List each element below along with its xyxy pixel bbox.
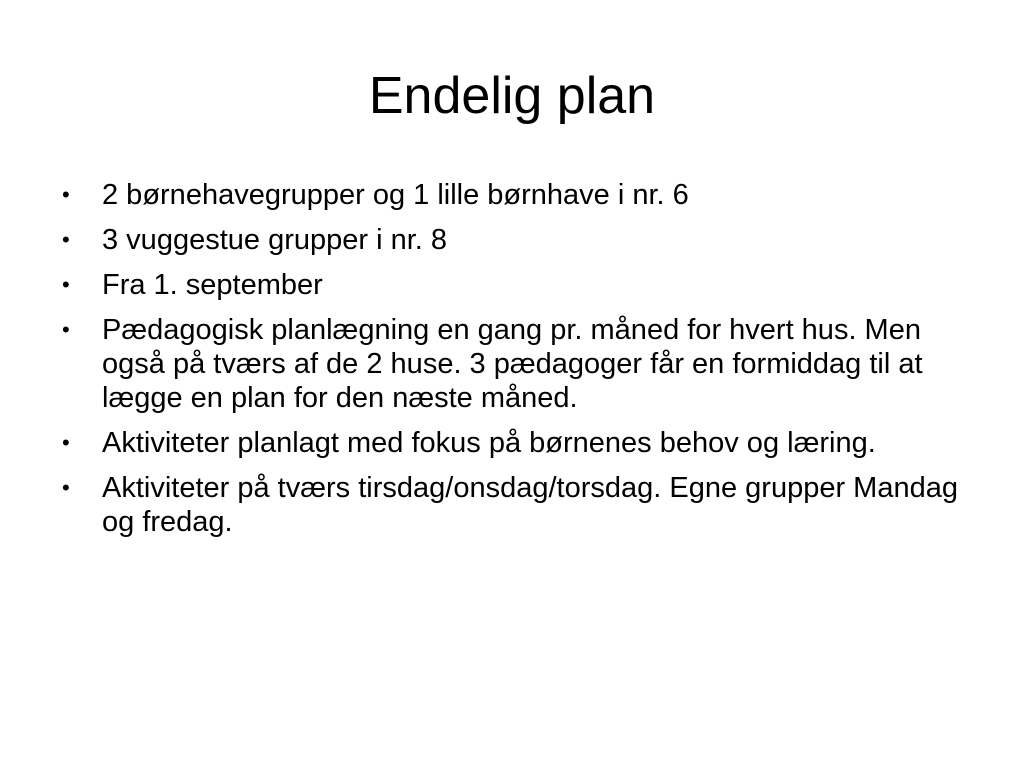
bullet-icon: • [62, 317, 70, 342]
bullet-item [60, 313, 960, 415]
bullet-text: Aktiviteter på tværs tirsdag/onsdag/torsdag. Egne grupper Mandag og fredag. [102, 472, 958, 538]
bullet-text: Fra 1. september [102, 269, 323, 301]
bullet-list [60, 178, 960, 550]
bullet-icon: • [62, 272, 70, 297]
bullet-text: 3 vuggestue grupper i nr. 8 [102, 224, 448, 256]
bullet-item [60, 268, 960, 302]
bullet-item [60, 178, 960, 212]
bullet-icon: • [62, 182, 70, 207]
bullet-text: Pædagogisk planlægning en gang pr. måned for hvert hus. Men også på tværs af de 2 huse. 3 pædagoger får en formiddag til at lægge en plan for den næste måned. [102, 314, 923, 414]
bullet-text: 2 børnehavegrupper og 1 lille børnhave i nr. 6 [102, 179, 689, 211]
bullet-icon: • [62, 430, 70, 455]
bullet-icon: • [62, 475, 70, 500]
bullet-item [60, 471, 960, 539]
bullet-item [60, 223, 960, 257]
bullet-item [60, 426, 960, 460]
slide-title: Endelig plan [368, 67, 656, 125]
bullet-icon: • [62, 227, 70, 252]
bullet-text: Aktiviteter planlagt med fokus på børnenes behov og læring. [102, 427, 876, 459]
